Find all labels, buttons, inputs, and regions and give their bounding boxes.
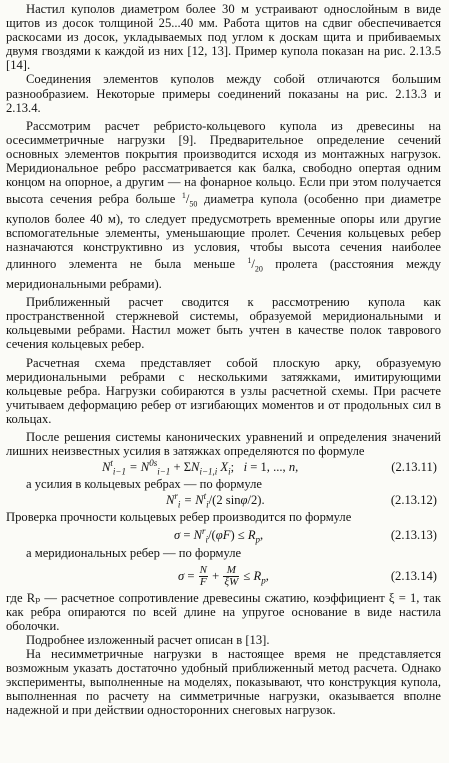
paragraph-6: После решения системы канонических уравнений и определения значений лишних неизвестных усилия в затяжках определяются по формуле — [6, 430, 441, 459]
equation-2-13-13-number: (2.13.13) — [390, 528, 437, 543]
equation-2-13-14 — [6, 561, 441, 591]
equation-2-13-11-expression: $N^t_{i-1} = N^{0s}_{i-1} + \Sigma N_{i-1,i}$ $X_i$; i = 1, ..., n, — [102, 458, 299, 477]
equation-2-13-13 — [6, 524, 441, 546]
equation-2-13-14-expression: σ = $\frac{N}{F}$ + $\frac{M}{\xi W}$ ≤ $R_p$, — [178, 564, 269, 589]
paragraph-12: На несимметричные нагрузки в настоящее время не представляется возможным указать достаточно удобный приближенный метод расчета. Однако эксперименты, выполненные на моделях, показывают, что конструкция купола, выполненная по расчету на симметричные нагрузки, оказывается вполне надежной и при действии односторонних снеговых нагрузок. — [6, 646, 441, 718]
equation-2-13-11 — [6, 458, 441, 477]
equation-2-13-12-expression: $N^r_i = N^t_i/(2$ sinφ/2). — [166, 491, 265, 510]
equation-2-13-13-expression: $\sigma = N^r_i/(\varphi F) \le R_p$, — [174, 526, 264, 545]
paragraph-8: Проверка прочности кольцевых ребер производится по формуле — [6, 510, 352, 525]
paragraph-1: Настил куполов диаметром более 30 м устраивают однослойным в виде щитов из досок толщиной 25...40 мм. Работа щитов на сдвиг обеспечивается раскосами из досок, укладываемых под углом к доскам щита и прибиваемых двумя гвоздями к каждой из них [12, 13]. Пример купола показан на рис. 2.13.5 [14]. — [6, 2, 441, 73]
equation-2-13-11-number: (2.13.11) — [391, 460, 437, 475]
paragraph-3: Рассмотрим расчет ребристо-кольцевого купола из древесины на осесимметричные нагрузки [9]. Предварительное определение сечений основных элементов покрытия производится исходя из монтажных нагрузок. Меридиональное ребро рассматривается как балка, свободно опертая одним концом на опорное, а другим — на фонарное кольцо. Если при этом получается высота сечения ребра больше $^1/_{50}$ диаметра купола (особенно при диаметре куполов более 40 м), то следует предусмотреть временные опоры или другие вспомогательные элементы, уменьшающие пролет. Сечения кольцевых ребер назначаются конструктивно из условия, чтобы высота сечения наиболее длинного элемента не была меньше $^1/_{20}$ пролета (расстояния между меридиональными ребрами). — [6, 118, 441, 292]
paragraph-4: Приближенный расчет сводится к рассмотрению купола как пространственной стержневой системы, образуемой меридиональными и кольцевыми ребрами. Настил может быть учтен в качестве полок таврового сечения кольцевых ребер. — [6, 295, 441, 352]
paragraph-5: Расчетная схема представляет собой плоскую арку, образуемую меридиональными ребрами с несколькими затяжками, имитирующими кольцевые ребра. Нагрузки собираются в узлы расчетной схемы. При расчете учитываем деформацию ребер от изгибающих моментов и от продольных сил в кольцах. — [6, 355, 441, 426]
equation-2-13-12-number: (2.13.12) — [390, 493, 437, 508]
equation-2-13-12 — [6, 491, 441, 510]
paragraph-11: Подробнее изложенный расчет описан в [13]. — [26, 632, 270, 647]
paragraph-10: где Rₚ — расчетное сопротивление древесины сжатию, коэффициент ξ = 1, так как ребра опираются по всей длине на упругое основание в виде настила оболочки. — [6, 590, 441, 633]
paragraph-7: а усилия в кольцевых ребрах — по формуле — [26, 477, 262, 492]
paragraph-2: Соединения элементов куполов между собой отличаются большим разнообразием. Некоторые примеры соединений показаны на рис. 2.13.3 и 2.13.4. — [6, 72, 441, 115]
paragraph-9: а меридиональных ребер — по формуле — [26, 546, 242, 561]
equation-2-13-14-number: (2.13.14) — [390, 568, 437, 583]
